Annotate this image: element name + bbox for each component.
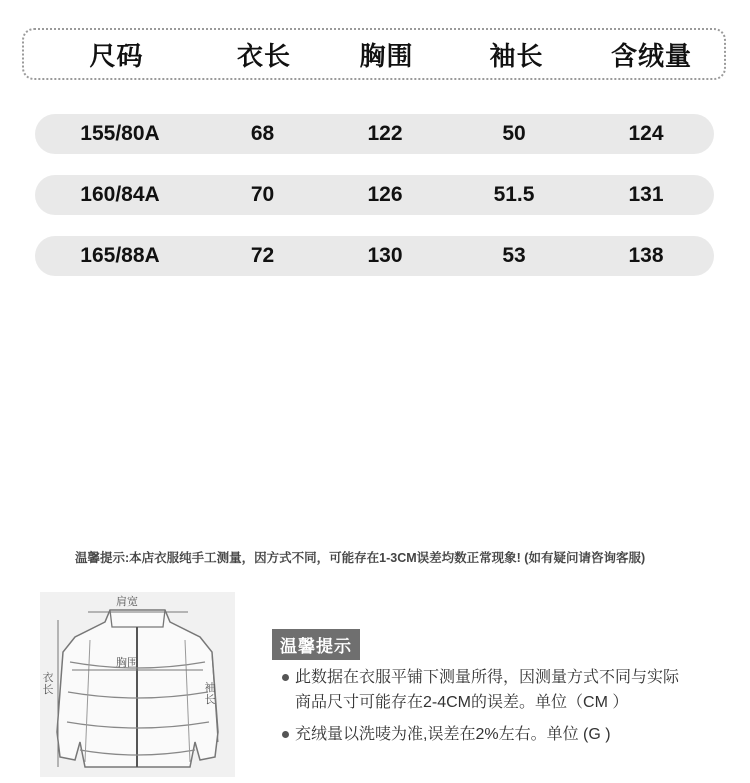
label-sleeve: 袖长	[204, 682, 216, 706]
tip-item	[282, 665, 679, 690]
jacket-measurement-diagram	[40, 592, 235, 777]
tip-text: 商品尺寸可能存在2-4CM的误差。单位（CM ）	[295, 694, 629, 711]
label-shoulder: 肩宽	[116, 596, 138, 608]
cell-sleeve: 53	[502, 244, 526, 267]
bullet-icon	[282, 731, 289, 738]
header-length: 衣长	[236, 40, 291, 71]
table-row	[35, 114, 714, 154]
size-table-header	[22, 28, 726, 80]
cell-sleeve: 50	[502, 122, 526, 145]
table-row	[35, 175, 714, 215]
measurement-notice: 温馨提示:本店衣服纯手工测量，因方式不同，可能存在1-3CM误差均数正常现象! (如有疑问请咨询客服)	[75, 551, 646, 565]
cell-length: 72	[250, 244, 275, 267]
tips-title: 温馨提示	[272, 629, 360, 660]
header-chest: 胸围	[359, 40, 414, 71]
size-table-body	[35, 114, 714, 297]
tip-text: 充绒量以洗唛为准,误差在2%左右。单位 (G )	[295, 726, 611, 743]
tip-item	[282, 722, 611, 747]
bullet-icon	[282, 674, 289, 681]
cell-length: 68	[250, 122, 275, 145]
cell-chest: 130	[367, 244, 403, 267]
cell-down-content: 131	[628, 183, 664, 206]
cell-size: 165/88A	[80, 244, 160, 267]
cell-length: 70	[250, 183, 275, 206]
cell-sleeve: 51.5	[493, 183, 535, 206]
header-size: 尺码	[89, 40, 144, 71]
header-sleeve: 袖长	[489, 40, 544, 71]
tip-text: 此数据在衣服平铺下测量所得，因测量方式不同与实际	[295, 669, 680, 686]
table-row	[35, 236, 714, 276]
header-down-content: 含绒量	[610, 40, 692, 71]
cell-chest: 126	[367, 183, 403, 206]
cell-chest: 122	[367, 122, 403, 145]
tip-item-continued	[295, 690, 628, 715]
label-chest: 胸围	[116, 657, 138, 669]
cell-size: 160/84A	[80, 183, 160, 206]
label-length: 衣长	[42, 672, 54, 696]
cell-down-content: 124	[628, 122, 664, 145]
cell-down-content: 138	[628, 244, 664, 267]
cell-size: 155/80A	[80, 122, 160, 145]
